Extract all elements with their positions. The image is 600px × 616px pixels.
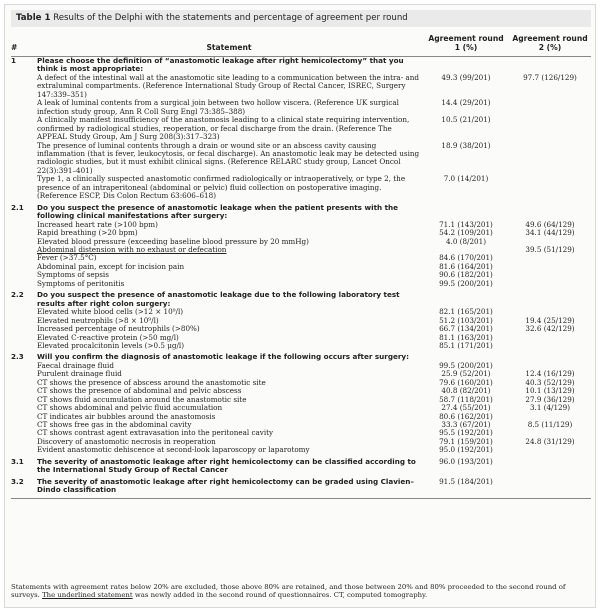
question-text: The severity of anastomotic leakage after right hemicolectomy can be graded using Clavien–Dindo classification bbox=[35, 475, 423, 498]
row-number bbox=[11, 116, 35, 141]
statement-text: CT shows the presence of abscess around the anastomotic site bbox=[37, 377, 266, 387]
footnote-underlined: The underlined statement bbox=[42, 591, 133, 600]
agreement-round1: 7.0 (14/201) bbox=[443, 174, 489, 184]
agreement-round2 bbox=[509, 142, 591, 176]
agreement-round2: 3.1 (4/129) bbox=[529, 403, 571, 413]
row-number bbox=[11, 280, 35, 288]
table-footnote bbox=[11, 583, 591, 600]
statement-row bbox=[11, 116, 591, 141]
row-number bbox=[11, 342, 35, 350]
row-number bbox=[11, 379, 35, 387]
statement-text: Discovery of anastomotic necrosis in reoperation bbox=[37, 436, 216, 446]
agreement-round1 bbox=[423, 288, 509, 308]
agreement-round2: 40.3 (52/129) bbox=[525, 377, 575, 387]
row-number bbox=[11, 438, 35, 446]
statement-text: The presence of luminal contents through a drain or wound site or an abscess cavity causing inflammation (that is fever, leukocytosis, or fecal discharge). An anastomotic leak may be detected using radiologic studies, but it must exhibit clinical signs. (Reference RELARC study group, Lancet Oncol 22(3):391–401) bbox=[37, 140, 420, 175]
agreement-round2 bbox=[509, 455, 591, 475]
agreement-round2: 39.5 (51/129) bbox=[525, 244, 575, 254]
row-number bbox=[11, 263, 35, 271]
table-body bbox=[11, 57, 591, 499]
row-number bbox=[11, 325, 35, 333]
agreement-round2: 12.4 (16/129) bbox=[525, 369, 575, 379]
agreement-round1: 51.2 (103/201) bbox=[439, 315, 493, 325]
header-round2: Agreement round 2 (%) bbox=[509, 31, 591, 57]
row-number bbox=[11, 370, 35, 378]
agreement-round1: 14.4 (29/201) bbox=[441, 98, 491, 108]
row-number bbox=[11, 221, 35, 229]
row-number bbox=[11, 74, 35, 99]
statement-text: Rapid breathing (>20 bpm) bbox=[37, 228, 138, 238]
row-number: 3.2 bbox=[11, 475, 35, 498]
header-statement: Statement bbox=[35, 31, 423, 57]
row-number bbox=[11, 362, 35, 370]
agreement-round1: 90.6 (182/201) bbox=[439, 270, 493, 280]
statement-text: CT shows free gas in the abdominal cavity bbox=[37, 420, 192, 430]
agreement-round1: 4.0 (8/201) bbox=[445, 236, 487, 246]
agreement-round1: 58.7 (118/201) bbox=[439, 394, 493, 404]
statement-row bbox=[11, 74, 591, 99]
statement-text: Purulent drainage fluid bbox=[37, 369, 122, 379]
statement-row bbox=[11, 246, 591, 254]
agreement-round2 bbox=[509, 350, 591, 361]
row-number bbox=[11, 404, 35, 412]
statement-text: Evident anastomotic dehiscence at second-look laparoscopy or laparotomy bbox=[37, 445, 310, 455]
row-number bbox=[11, 308, 35, 316]
agreement-round2 bbox=[509, 280, 591, 288]
statement-row bbox=[11, 99, 591, 116]
table-figure bbox=[4, 4, 596, 608]
row-number bbox=[11, 246, 35, 254]
header-row bbox=[11, 31, 591, 57]
agreement-round1: 54.2 (109/201) bbox=[439, 228, 493, 238]
question-row bbox=[11, 288, 591, 308]
statement-text: A clinically manifest insufficiency of the anastomosis leading to a clinical state requiring intervention, confirmed by radiological studies, reoperation, or fecal discharge from the drain. (Reference The APPEAL Study Group, Am J Surg 208(3):317–323) bbox=[37, 115, 410, 142]
row-number bbox=[11, 175, 35, 200]
agreement-round2 bbox=[509, 334, 591, 342]
agreement-round2 bbox=[509, 201, 591, 221]
agreement-round1: 81.6 (164/201) bbox=[439, 261, 493, 271]
question-row bbox=[11, 57, 591, 74]
agreement-round2 bbox=[509, 342, 591, 350]
question-row bbox=[11, 455, 591, 475]
row-number bbox=[11, 334, 35, 342]
agreement-round1: 81.1 (163/201) bbox=[439, 332, 493, 342]
statement-text: Elevated neutrophils (>8 × 10⁹/l) bbox=[37, 315, 159, 325]
footnote-line1: Statements with agreement rates below 20% are excluded, those above 80% are retained, and those between 20% and 80% proceeded to the second round of surveys. bbox=[11, 583, 566, 600]
statement-row bbox=[11, 446, 591, 454]
row-number: 2.2 bbox=[11, 290, 24, 300]
question-row bbox=[11, 475, 591, 498]
agreement-round2 bbox=[509, 57, 591, 74]
agreement-round1: 82.1 (165/201) bbox=[439, 307, 493, 317]
statement-row bbox=[11, 142, 591, 176]
statement-row bbox=[11, 280, 591, 288]
statement-text: Elevated procalcitonin levels (>0.5 μg/l) bbox=[37, 340, 185, 350]
results-table bbox=[11, 31, 591, 499]
row-number bbox=[11, 99, 35, 116]
question-text: Do you suspect the presence of anastomotic leakage due to the following laboratory test results after right colon surgery: bbox=[37, 290, 400, 308]
statement-text: Abdominal pain, except for incision pain bbox=[37, 261, 185, 271]
agreement-round1: 79.6 (160/201) bbox=[439, 377, 493, 387]
statement-text: CT shows contrast agent extravasation into the peritoneal cavity bbox=[37, 428, 274, 438]
agreement-round2: 49.6 (64/129) bbox=[525, 219, 575, 229]
agreement-round1: 85.1 (171/201) bbox=[439, 340, 493, 350]
agreement-round1: 91.5 (184/201) bbox=[423, 475, 509, 498]
statement-text: Increased percentage of neutrophils (>80%) bbox=[37, 324, 200, 334]
row-number bbox=[11, 429, 35, 437]
agreement-round1 bbox=[423, 201, 509, 221]
question-text: Will you confirm the diagnosis of anastomotic leakage if the following occurs after surgery: bbox=[37, 352, 409, 362]
agreement-round1: 25.9 (52/201) bbox=[441, 369, 491, 379]
statement-row bbox=[11, 175, 591, 200]
header-number: # bbox=[11, 31, 35, 57]
table-label: Table 1 bbox=[16, 13, 51, 23]
statement-text: Faecal drainage fluid bbox=[37, 360, 114, 370]
question-text: Do you suspect the presence of anastomotic leakage when the patient presents with the following clinical manifestations after surgery: bbox=[37, 202, 399, 221]
statement-text: Elevated C-reactive protein (>50 mg/l) bbox=[37, 332, 179, 342]
agreement-round2 bbox=[509, 475, 591, 498]
agreement-round2: 97.7 (126/129) bbox=[523, 72, 577, 82]
row-number bbox=[11, 271, 35, 279]
header-round1: Agreement round 1 (%) bbox=[423, 31, 509, 57]
question-text: Please choose the definition of “anastomotic leakage after right hemicolectomy” that you think is most appropriate: bbox=[37, 56, 404, 74]
agreement-round1: 79.1 (159/201) bbox=[439, 436, 493, 446]
row-number bbox=[11, 413, 35, 421]
agreement-round2 bbox=[509, 288, 591, 308]
row-number bbox=[11, 317, 35, 325]
agreement-round2: 8.5 (11/129) bbox=[527, 420, 573, 430]
row-number bbox=[11, 446, 35, 454]
statement-text: CT shows fluid accumulation around the anastomotic site bbox=[37, 394, 247, 404]
question-row bbox=[11, 201, 591, 221]
agreement-round2 bbox=[509, 175, 591, 200]
agreement-round1: 99.5 (200/201) bbox=[439, 278, 493, 288]
statement-text: Fever (>37.5°C) bbox=[37, 253, 97, 263]
agreement-round2: 34.1 (44/129) bbox=[525, 228, 575, 238]
table-title: Results of the Delphi with the statements and percentage of agreement per round bbox=[53, 13, 408, 23]
agreement-round2: 19.4 (25/129) bbox=[525, 315, 575, 325]
statement-text: Type 1, a clinically suspected anastomotic confirmed radiologically or intraoperatively, or type 2, the presence of an intraperitoneal (abdominal or pelvic) fluid collection on postoperative imaging. (Reference ESCP, Dis Colon Rectum 63:606–618) bbox=[37, 174, 406, 201]
row-number bbox=[11, 142, 35, 176]
agreement-round1: 71.1 (143/201) bbox=[439, 219, 493, 229]
row-number bbox=[11, 238, 35, 246]
agreement-round2 bbox=[509, 254, 591, 262]
agreement-round1: 10.5 (21/201) bbox=[441, 115, 491, 125]
agreement-round2 bbox=[509, 271, 591, 279]
statement-text: Elevated blood pressure (exceeding baseline blood pressure by 20 mmHg) bbox=[37, 236, 309, 246]
footnote-line2: was newly added in the second round of questionnaires. CT, computed tomography. bbox=[132, 591, 428, 600]
statement-text: Abdominal distension with no exhaust or defecation bbox=[37, 244, 227, 254]
row-number: 3.1 bbox=[11, 456, 24, 466]
agreement-round1: 18.9 (38/201) bbox=[441, 140, 491, 150]
statement-text: Increased heart rate (>100 bpm) bbox=[37, 219, 158, 229]
agreement-round1: 95.0 (192/201) bbox=[439, 445, 493, 455]
question-text: The severity of anastomotic leakage after right hemicolectomy can be classified according to the International Study Group of Rectal Cancer bbox=[37, 456, 416, 475]
statement-text: Symptoms of sepsis bbox=[37, 270, 109, 280]
agreement-round1: 95.5 (192/201) bbox=[439, 428, 493, 438]
statement-text: CT shows the presence of abdominal and pelvic abscess bbox=[37, 386, 242, 396]
row-number bbox=[11, 229, 35, 237]
agreement-round2: 27.9 (36/129) bbox=[525, 394, 575, 404]
agreement-round1: 84.6 (170/201) bbox=[439, 253, 493, 263]
row-number: 2.3 bbox=[11, 352, 24, 362]
agreement-round1 bbox=[423, 57, 509, 74]
row-number bbox=[11, 387, 35, 395]
row-number bbox=[11, 396, 35, 404]
agreement-round2: 24.8 (31/129) bbox=[525, 436, 575, 446]
row-number: 1 bbox=[11, 56, 17, 65]
statement-text: A leak of luminal contents from a surgical join between two hollow viscera. (Reference UK surgical infection study group, Ann R Coll Surg Engl 73:385–388) bbox=[37, 98, 399, 116]
agreement-round2: 10.1 (13/129) bbox=[525, 386, 575, 396]
agreement-round1: 40.8 (82/201) bbox=[441, 386, 491, 396]
agreement-round2 bbox=[509, 116, 591, 141]
agreement-round1: 80.6 (162/201) bbox=[439, 411, 493, 421]
agreement-round2 bbox=[509, 99, 591, 116]
row-number bbox=[11, 421, 35, 429]
agreement-round2 bbox=[509, 263, 591, 271]
statement-text: Elevated white blood cells (>12 × 10⁹/l) bbox=[37, 307, 184, 317]
statement-text: CT shows abdominal and pelvic fluid accumulation bbox=[37, 403, 223, 413]
agreement-round1: 33.3 (67/201) bbox=[441, 420, 491, 430]
agreement-round1: 96.0 (193/201) bbox=[439, 456, 493, 466]
statement-text: Symptoms of peritonitis bbox=[37, 278, 125, 288]
statement-text: CT indicates air bubbles around the anastomosis bbox=[37, 411, 216, 421]
agreement-round2 bbox=[509, 446, 591, 454]
agreement-round1: 27.4 (55/201) bbox=[441, 403, 491, 413]
row-number bbox=[11, 254, 35, 262]
agreement-round1: 99.5 (200/201) bbox=[439, 360, 493, 370]
agreement-round2: 32.6 (42/129) bbox=[525, 324, 575, 334]
table-caption bbox=[11, 10, 591, 27]
statement-row bbox=[11, 342, 591, 350]
agreement-round1: 66.7 (134/201) bbox=[439, 324, 493, 334]
row-number: 2.1 bbox=[11, 202, 24, 212]
agreement-round1: 49.3 (99/201) bbox=[441, 72, 491, 82]
statement-text: A defect of the intestinal wall at the anastomotic site leading to a communication between the intra- and extraluminal compartments. (Reference International Study Group of Rectal Cancer, ISREC, Surgery 147:339–351) bbox=[37, 72, 419, 99]
